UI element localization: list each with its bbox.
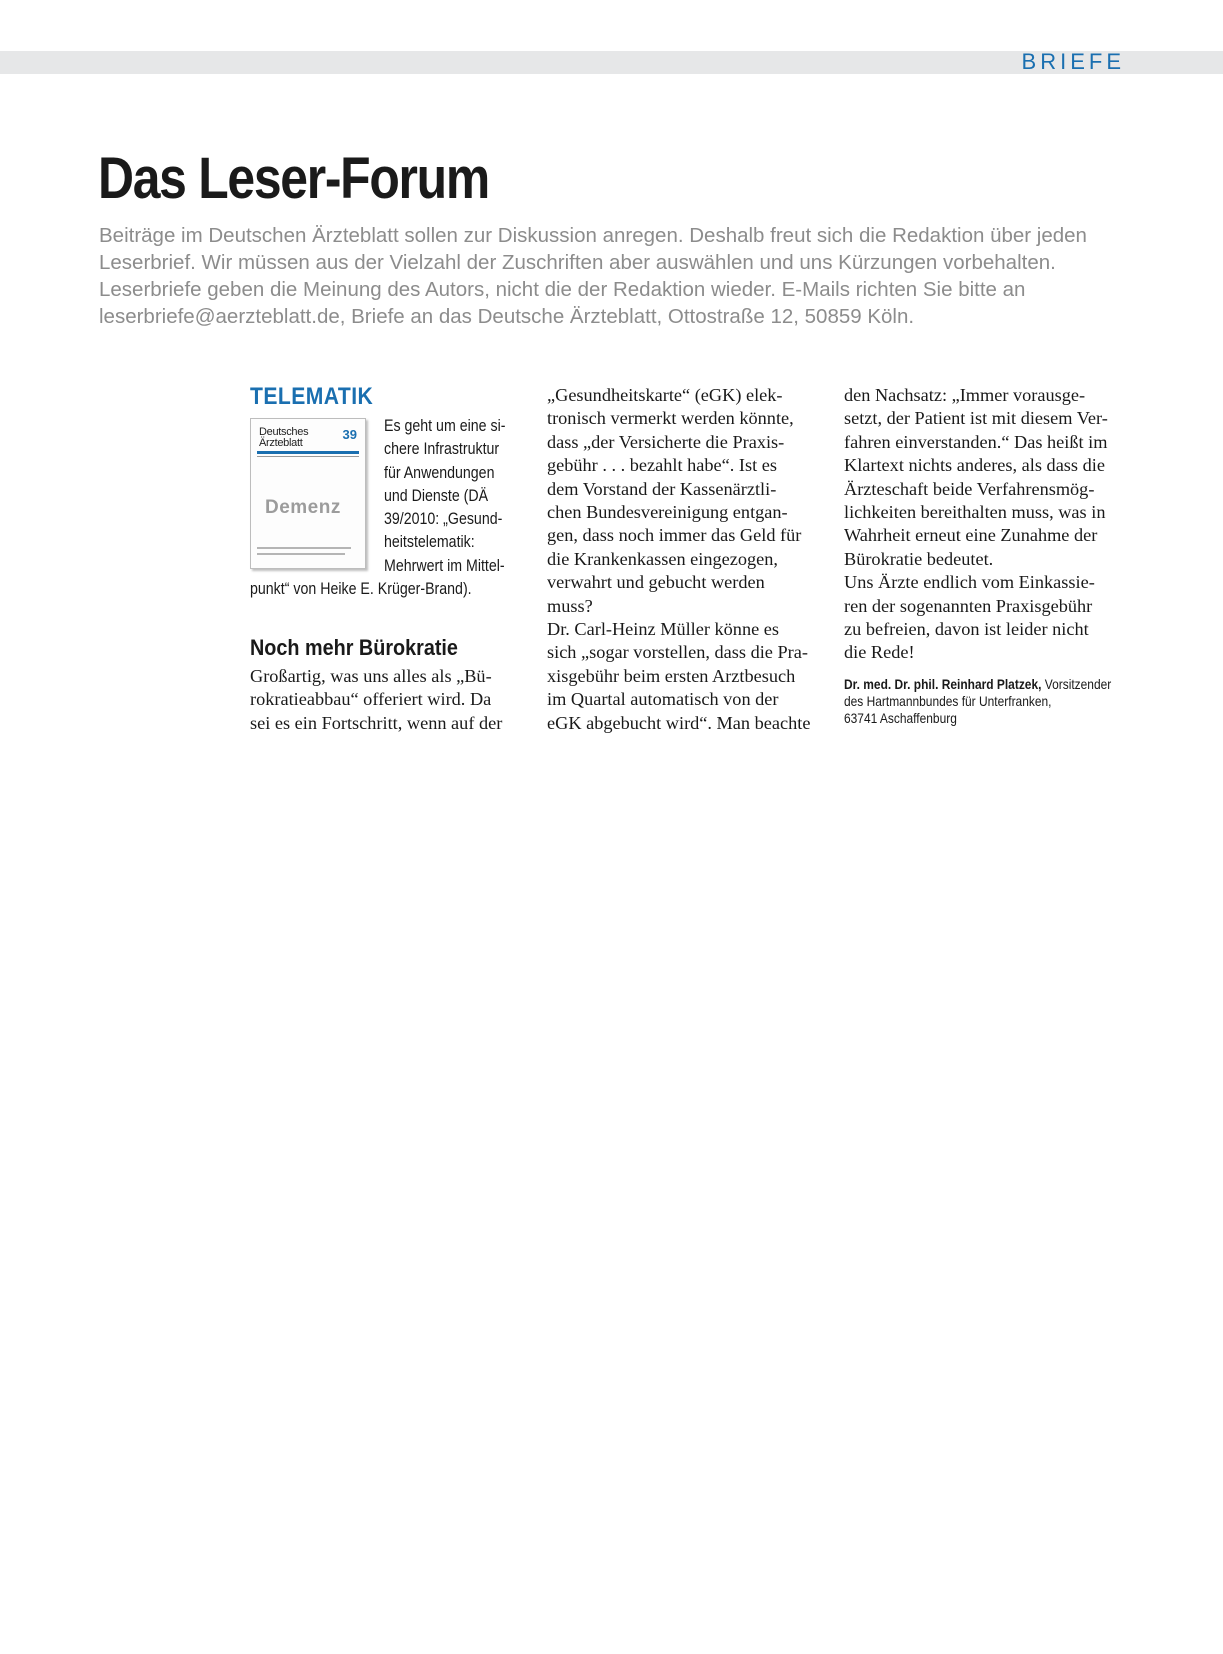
cover-rule bbox=[257, 451, 359, 454]
letter-title: Noch mehr Bürokratie bbox=[250, 635, 458, 660]
letter-signature bbox=[844, 676, 1112, 727]
author-role: Vorsitzender bbox=[1041, 676, 1112, 692]
letter-body-col2: „Gesundheitskarte“ (eGK) elek- tronisch vermerkt werden könnte, dass „der Versicherte die Praxis- gebühr . . . bezahlt habe“. Ist es dem Vorstand der Kassenärztli- chen Bundesvereinigung entgan- gen, dass noch immer das Geld für die Krankenkassen eingezogen, verwahrt und gebucht werden muss? Dr. Carl-Heinz Müller könne es sich „sogar vorstellen, dass die Pra- xisgebühr beim ersten Arztbesuch im Quartal automatisch von der eGK abgebucht wird“. Man beachte bbox=[547, 385, 811, 733]
author-name: Dr. med. Dr. phil. Reinhard Platzek, bbox=[844, 676, 1042, 692]
cover-text-lines bbox=[257, 547, 359, 559]
reference-text-tail: punkt“ von Heike E. Krüger-Brand). bbox=[250, 580, 472, 598]
letter-body-col3: den Nachsatz: „Immer vorausge- setzt, der Patient ist mit diesem Ver- fahren einverstanden.“ Das heißt im Klartext nichts anderes, als dass die Ärzteschaft beide Verfahrensmög- lichkeiten bereithalten muss, was in Wahrheit erneut eine Zunahme der Bürokratie bedeutet. Uns Ärzte endlich vom Einkassie- ren der sogenannten Praxisgebühr zu befreien, davon ist leider nicht die Rede! bbox=[844, 385, 1108, 663]
column-3 bbox=[844, 384, 1124, 727]
cover-issue-number: 39 bbox=[342, 427, 357, 442]
cover-masthead: Deutsches Ärzteblatt bbox=[259, 426, 309, 449]
cover-topic: Demenz bbox=[265, 497, 341, 518]
rubric-heading: TELEMATIK bbox=[250, 383, 374, 410]
author-organization: des Hartmannbundes für Unterfranken, bbox=[844, 693, 1052, 709]
letter-body-col1: Großartig, was uns alles als „Bü- rokratieabbau“ offeriert wird. Da sei es ein Fortschritt, wenn auf der bbox=[250, 666, 503, 733]
intro-text: Beiträge im Deutschen Ärzteblatt sollen zur Diskussion anregen. Deshalb freut sich die Redaktion über jeden Leserbrief. Wir müssen aus der Vielzahl der Zuschriften aber auswählen und uns Kürzungen vorbehalten. Leserbriefe geben die Meinung des Autors, nicht die der Redaktion wieder. E-Mails richten Sie bitte an leserbriefe@aerzteblatt.de, Briefe an das Deutsche Ärzteblatt, Ottostraße 12, 50859 Köln. bbox=[99, 224, 1087, 328]
reference-block bbox=[250, 415, 528, 598]
cover-rule-thin bbox=[257, 456, 359, 457]
column-2 bbox=[547, 384, 829, 735]
author-address: 63741 Aschaffenburg bbox=[844, 710, 957, 726]
page-title: Das Leser-Forum bbox=[98, 146, 489, 211]
reference-text: Es geht um eine si- chere Infrastruktur für Anwendungen und Dienste (DÄ 39/2010: „Gesund- heitstelematik: Mehrwert im Mittel- bbox=[384, 417, 506, 575]
section-label: BRIEFE bbox=[1021, 49, 1125, 74]
column-1 bbox=[250, 383, 528, 735]
magazine-cover-image bbox=[250, 418, 366, 569]
